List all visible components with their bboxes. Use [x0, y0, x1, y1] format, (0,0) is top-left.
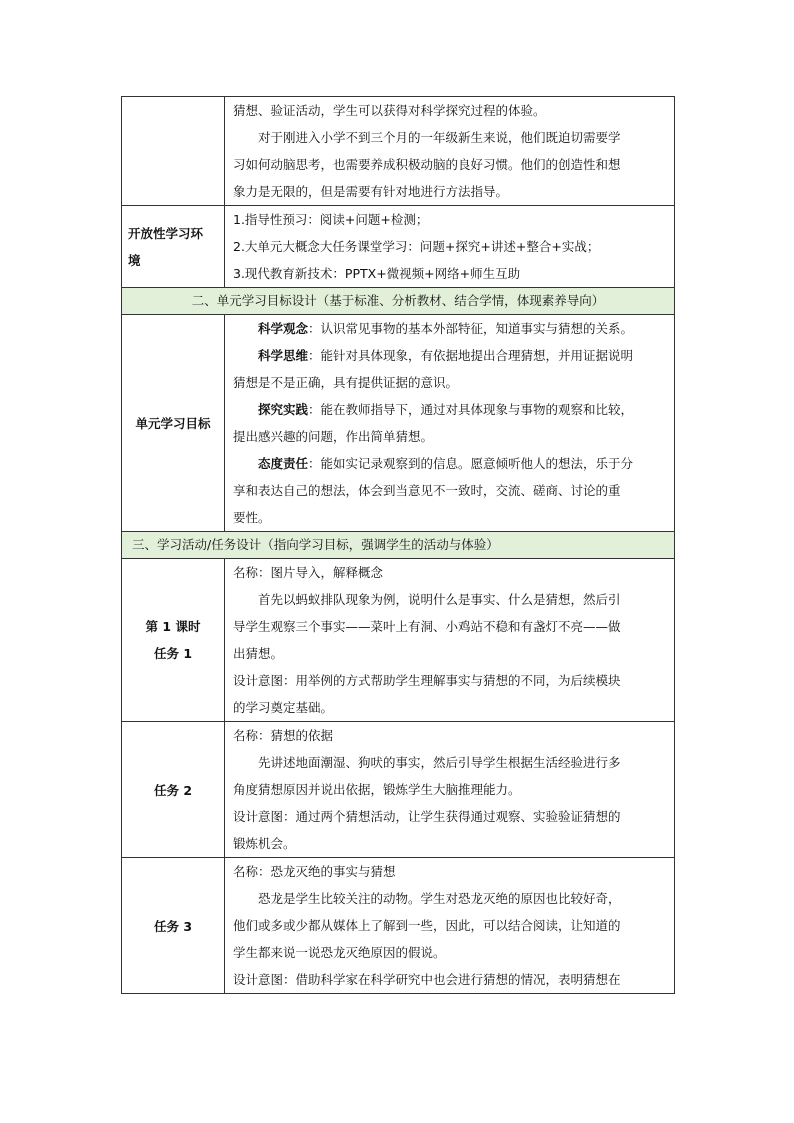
goal-term: 科学观念	[258, 321, 309, 336]
task-1-row	[122, 559, 675, 722]
design-intent: 设计意图：借助科学家在科学研究中也会进行猜想的情况，表明猜想在	[233, 972, 621, 987]
design-intent: 设计意图：用举例的方式帮助学生理解事实与猜想的不同，为后续模块	[233, 673, 621, 688]
unit-goals-row	[122, 315, 675, 532]
goal-line	[233, 315, 670, 342]
label-line: 开放性学习环	[128, 225, 204, 241]
learner-analysis-cell	[225, 97, 675, 206]
goal-line: 猜想是不是正确，具有提供证据的意识。	[233, 375, 459, 390]
task-name: 名称：猜想的依据	[233, 728, 334, 743]
learner-analysis-row	[122, 97, 675, 206]
goal-text: ：能在教师指导下，通过对具体现象与事物的观察和比较，	[308, 402, 634, 417]
list-item: 3.现代教育新技术：PPTX+微视频+网络+师生互助	[233, 266, 521, 281]
task-1-label	[122, 559, 225, 722]
text-line: 角度猜想原因并说出依据，锻炼学生大脑推理能力。	[233, 782, 521, 797]
text-line: 锻炼机会。	[233, 836, 296, 851]
design-intent: 设计意图：通过两个猜想活动，让学生获得通过观察、实验验证猜想的	[233, 809, 621, 824]
section-2-heading: 二、单元学习目标设计（基于标准、分析教材、结合学情，体现素养导向）	[122, 288, 675, 315]
text-line: 的学习奠定基础。	[233, 700, 334, 715]
task-3-label: 任务 3	[122, 858, 225, 994]
text-line: 学生都来说一说恐龙灭绝原因的假说。	[233, 945, 446, 960]
text-line: 导学生观察三个事实——菜叶上有洞、小鸡站不稳和有盏灯不亮——做	[233, 619, 621, 634]
section-3-heading: 三、学习活动/任务设计（指向学习目标，强调学生的活动与体验）	[122, 532, 675, 559]
empty-label-cell	[122, 97, 225, 206]
section-header-row	[122, 288, 675, 315]
unit-goals-cell	[225, 315, 675, 532]
goal-term: 探究实践	[258, 402, 309, 417]
label-line: 任务 1	[153, 646, 193, 661]
task-name: 名称：恐龙灭绝的事实与猜想	[233, 864, 396, 879]
goal-text: ：能如实记录观察到的信息。愿意倾听他人的想法，乐于分	[308, 456, 634, 471]
text-line: 先讲述地面潮湿、狗吠的事实，然后引导学生根据生活经验进行多	[258, 755, 621, 770]
task-2-cell	[225, 722, 675, 858]
text-line: 他们或多或少都从媒体上了解到一些，因此，可以结合阅读，让知道的	[233, 918, 621, 933]
text-line: 出猜想。	[233, 646, 284, 661]
lesson-plan-table	[121, 96, 675, 994]
learning-environment-cell	[225, 206, 675, 288]
text-line: 象力是无限的，但是需要有针对地进行方法指导。	[233, 184, 509, 199]
section-header-row	[122, 532, 675, 559]
goal-text: ：能针对具体现象，有依据地提出合理猜想，并用证据说明	[308, 348, 634, 363]
text-line: 恐龙是学生比较关注的动物。学生对恐龙灭绝的原因也比较好奇，	[258, 891, 621, 906]
text-line: 猜想、验证活动，学生可以获得对科学探究过程的体验。	[233, 103, 546, 118]
unit-goals-label: 单元学习目标	[122, 315, 225, 532]
task-3-cell	[225, 858, 675, 994]
goal-line: 享和表达自己的想法，体会到当意见不一致时，交流、磋商、讨论的重	[233, 483, 621, 498]
goal-line	[233, 342, 670, 369]
text-line: 对于刚进入小学不到三个月的一年级新生来说，他们既迫切需要学	[258, 130, 621, 145]
list-item: 2.大单元大概念大任务课堂学习：问题+探究+讲述+整合+实战；	[233, 239, 600, 254]
text-line: 首先以蚂蚁排队现象为例，说明什么是事实、什么是猜想，然后引	[258, 592, 621, 607]
text-line: 习如何动脑思考，也需要养成积极动脑的良好习惯。他们的创造性和想	[233, 157, 621, 172]
task-1-cell	[225, 559, 675, 722]
label-line: 第 1 课时	[145, 619, 201, 634]
goal-term: 态度责任	[258, 456, 309, 471]
label-line: 境	[128, 252, 141, 268]
goal-term: 科学思维	[258, 348, 309, 363]
goal-line: 提出感兴趣的问题，作出简单猜想。	[233, 429, 434, 444]
task-2-label: 任务 2	[122, 722, 225, 858]
goal-line: 要性。	[233, 510, 271, 525]
list-item: 1.指导性预习：阅读+问题+检测；	[233, 212, 429, 227]
goal-line	[233, 450, 670, 477]
learning-environment-label	[122, 206, 225, 288]
task-3-row	[122, 858, 675, 994]
learning-environment-row	[122, 206, 675, 288]
goal-text: ：认识常见事物的基本外部特征，知道事实与猜想的关系。	[308, 321, 634, 336]
task-name: 名称：图片导入，解释概念	[233, 565, 384, 580]
task-2-row	[122, 722, 675, 858]
goal-line	[233, 396, 670, 423]
